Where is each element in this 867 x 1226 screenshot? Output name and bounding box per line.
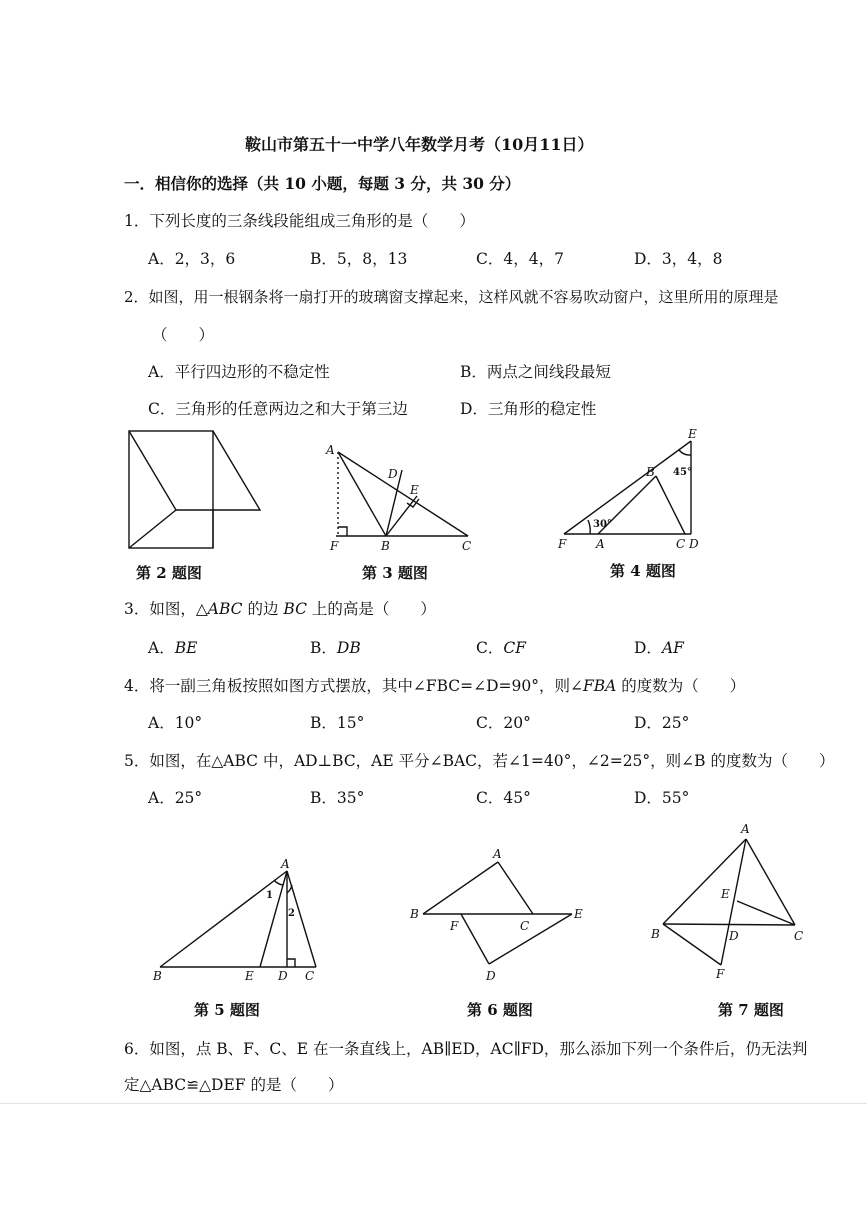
fig7-label-c: C [794, 929, 804, 943]
question-4-option-b: B．15° [310, 714, 365, 732]
question-1-option-d: D．3，4，8 [634, 250, 723, 268]
question-2-stem: 2．如图，用一根钢条将一扇打开的玻璃窗支撑起来，这样风就不容易吹动窗户，这里所用的原理是 [124, 288, 779, 306]
fig5-label-c: C [305, 969, 315, 983]
fig3-label-e: E [410, 483, 419, 497]
question-3-option-d: D．AF [634, 639, 684, 657]
fig6-label-a: A [493, 847, 502, 861]
question-5-option-c: C．45° [476, 789, 531, 807]
question-5-option-d: D．55° [634, 789, 690, 807]
question-3-option-c: C．CF [476, 639, 526, 657]
fig4-angle-30: 30° [593, 519, 612, 530]
page-divider [0, 1103, 867, 1104]
question-3-stem: 3．如图，△ABC 的边 BC 上的高是（ ） [124, 600, 436, 618]
question-3-option-b: B．DB [310, 639, 361, 657]
fig3-label-a: A [326, 443, 335, 457]
question-6-line-2: 定△ABC≌△DEF 的是（ ） [124, 1076, 344, 1094]
figure-7-caption: 第 7 题图 [718, 1001, 784, 1019]
question-6-line-1: 6．如图，点 B、F、C、E 在一条直线上，AB∥ED，AC∥FD，那么添加下列一个条件后，仍无法判 [124, 1040, 808, 1058]
question-4-option-a: A．10° [148, 714, 203, 732]
fig4-label-f: F [558, 537, 567, 551]
fig4-label-d: D [689, 537, 699, 551]
figure-5-caption: 第 5 题图 [194, 1001, 260, 1019]
fig7-label-d: D [729, 929, 739, 943]
question-2-paren: （ ） [152, 326, 215, 344]
figure-4-caption: 第 4 题图 [610, 562, 676, 580]
fig6-label-c: C [520, 919, 530, 933]
question-4-option-d: D．25° [634, 714, 690, 732]
fig6-label-d: D [486, 969, 496, 983]
fig6-label-f: F [450, 919, 459, 933]
page-title: 鞍山市第五十一中学八年数学月考（10月11日） [245, 135, 594, 154]
fig6-label-b: B [410, 907, 419, 921]
fig3-label-b: B [381, 539, 390, 553]
question-1-stem: 1．下列长度的三条线段能组成三角形的是（ ） [124, 212, 475, 230]
question-1-option-b: B．5，8，13 [310, 250, 408, 268]
fig7-label-e: E [721, 887, 730, 901]
fig7-label-b: B [651, 927, 660, 941]
question-2-option-c: C．三角形的任意两边之和大于第三边 [148, 400, 408, 418]
question-5-option-a: A．25° [148, 789, 203, 807]
fig4-label-a: A [596, 537, 605, 551]
figure-3-caption: 第 3 题图 [362, 564, 428, 582]
question-4-option-c: C．20° [476, 714, 531, 732]
fig5-label-b: B [153, 969, 162, 983]
fig4-label-b: B [646, 465, 655, 479]
question-1-option-c: C．4，4，7 [476, 250, 564, 268]
question-3-option-a: A．BE [148, 639, 198, 657]
fig5-label-d: D [278, 969, 288, 983]
fig3-label-f: F [330, 539, 339, 553]
fig5-label-e: E [245, 969, 254, 983]
fig4-label-e: E [688, 427, 697, 441]
question-5-option-b: B．35° [310, 789, 365, 807]
figure-2-caption: 第 2 题图 [136, 564, 202, 582]
fig7-label-a: A [741, 822, 750, 836]
fig7-label-f: F [716, 967, 725, 981]
fig4-label-c: C [676, 537, 686, 551]
question-2-option-d: D．三角形的稳定性 [460, 400, 597, 418]
question-4-stem: 4．将一副三角板按照如图方式摆放，其中∠FBC=∠D=90°，则∠FBA 的度数为（ ） [124, 677, 746, 695]
fig6-label-e: E [574, 907, 583, 921]
question-2-option-b: B．两点之间线段最短 [460, 363, 611, 381]
figure-6-caption: 第 6 题图 [467, 1001, 533, 1019]
question-5-stem: 5．如图，在△ABC 中，AD⊥BC，AE 平分∠BAC，若∠1=40°，∠2=25°，则∠B 的度数为（ ） [124, 752, 835, 770]
fig3-label-c: C [462, 539, 472, 553]
fig4-angle-45: 45° [673, 467, 692, 478]
fig5-angle-2: 2 [288, 908, 295, 919]
fig5-label-a: A [281, 857, 290, 871]
question-2-option-a: A．平行四边形的不稳定性 [148, 363, 330, 381]
section-heading: 一．相信你的选择（共 10 小题，每题 3 分，共 30 分） [124, 174, 521, 193]
fig3-label-d: D [388, 467, 398, 481]
fig5-angle-1: 1 [266, 890, 273, 901]
question-1-option-a: A．2，3，6 [148, 250, 236, 268]
